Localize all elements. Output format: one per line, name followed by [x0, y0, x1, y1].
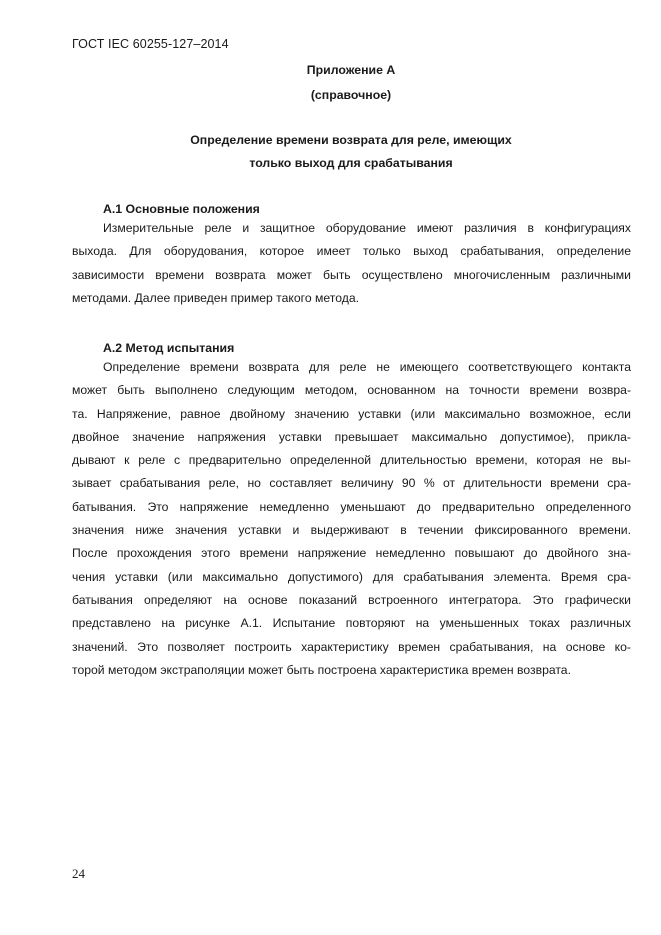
- paragraph-line: дывают к реле с предварительно определенной длительностью времени, которая не вы-: [72, 453, 631, 468]
- section-title-line-1: Определение времени возврата для реле, имеющих: [190, 133, 512, 147]
- appendix-kind: (справочное): [310, 88, 392, 102]
- page-number: 24: [72, 866, 85, 881]
- paragraph-line: Определение времени возврата для реле не имеющего соответствующего контакта: [103, 360, 631, 374]
- paragraph-line: может быть выполнено следующим методом, основанном на точности времени возвра-: [72, 383, 631, 398]
- section-paragraph-a1: [72, 217, 631, 310]
- paragraph-line: Измерительные реле и защитное оборудование имеют различия в конфигурациях: [103, 221, 631, 235]
- paragraph-line: зывает срабатывания реле, но составляет величину 90 % от длительности времени сра-: [72, 476, 631, 491]
- paragraph-line: двойное значение напряжения уставки превышает максимально допустимое), прикла-: [72, 429, 631, 444]
- standard-code-header: ГОСТ IEC 60255-127–2014: [72, 37, 229, 51]
- paragraph-line: представлено на рисунке А.1. Испытание повторяют на уменьшенных токах различных: [72, 616, 631, 631]
- paragraph-line: методами. Далее приведен пример такого метода.: [72, 290, 359, 305]
- appendix-title: Приложение А: [306, 63, 396, 77]
- paragraph-line: зависимости времени возврата может быть осуществлено многочисленным различными: [72, 267, 631, 282]
- paragraph-line: значений. Это позволяет построить характеристику времен срабатывания, на основе ко-: [72, 639, 631, 654]
- paragraph-line: выхода. Для оборудования, которое имеет только выход срабатывания, определение: [72, 244, 631, 259]
- paragraph-line: батывания определяют на основе показаний встроенного интегратора. Это графически: [72, 592, 631, 607]
- paragraph-line: чения уставки (или максимально допустимого) для срабатывания элемента. Время сра-: [72, 569, 631, 584]
- paragraph-line: батывания. Это напряжение немедленно уменьшают до предварительно определенного: [72, 499, 631, 514]
- paragraph-line: та. Напряжение, равное двойному значению уставки (или максимально возможное, если: [72, 406, 631, 421]
- paragraph-line: торой методом экстраполяции может быть построена характеристика времен возврата.: [72, 662, 571, 677]
- section-heading-a1: А.1 Основные положения: [103, 202, 260, 216]
- section-paragraph-a2: [72, 356, 631, 682]
- section-title-line-2: только выход для срабатывания: [249, 156, 453, 170]
- paragraph-line: После прохождения этого времени напряжение немедленно повышают до двойного зна-: [72, 546, 631, 561]
- paragraph-line: значения ниже значения уставки и выдерживают в течении фиксированного времени.: [72, 523, 631, 538]
- section-heading-a2: А.2 Метод испытания: [103, 341, 235, 355]
